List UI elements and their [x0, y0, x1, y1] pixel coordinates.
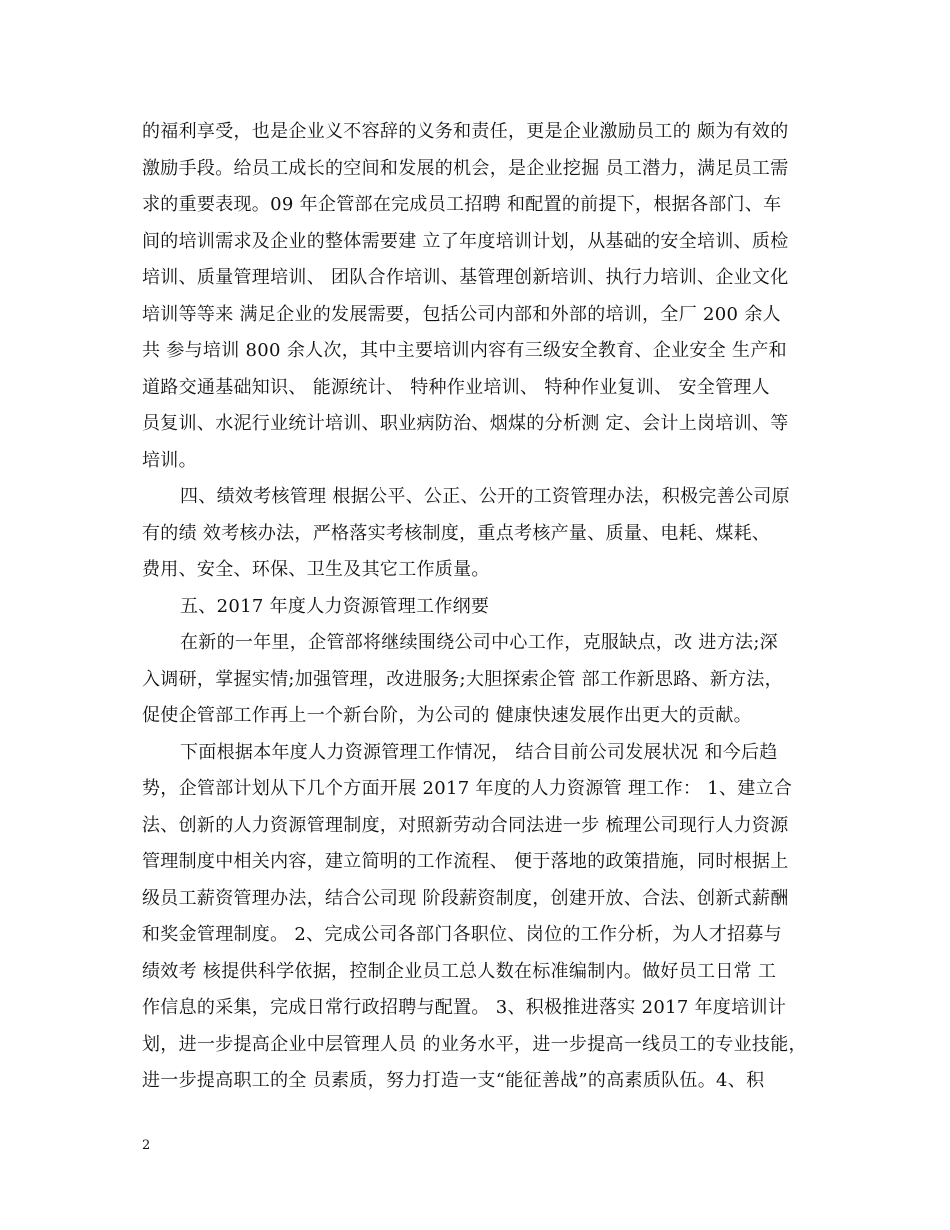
text-line: 作信息的采集，完成日常行政招聘与配置。 3、积极推进落实 2017 年度培训计 [142, 997, 787, 1018]
body-text [142, 114, 822, 1100]
page-number: 2 [142, 1138, 151, 1153]
text-line: 员复训、水泥行业统计培训、职业病防治、烟煤的分析测 定、会计上岗培训、等 [142, 413, 789, 434]
text-line: 道路交通基础知识、 能源统计、 特种作业培训、 特种作业复训、 安全管理人 [142, 376, 770, 398]
text-line: 促使企管部工作再上一个新台阶，为公司的 健康快速发展作出更大的贡献。 [142, 705, 752, 726]
section-heading-line: 四、绩效考核管理 根据公平、公正、公开的工资管理办法，积极完善公司原 [180, 486, 790, 507]
text-line: 培训。 [142, 449, 197, 471]
text-line: 级员工薪资管理办法，结合公司现 阶段薪资制度，创建开放、合法、创新式薪酬 [142, 887, 789, 909]
section-heading: 五、2017 年度人力资源管理工作纲要 [180, 595, 490, 617]
text-line: 势，企管部计划从下几个方面开展 2017 年度的人力资源管 理工作： 1、建立合 [142, 778, 793, 799]
text-line: 和奖金管理制度。 2、完成公司各部门各职位、岗位的工作分析，为人才招募与 [142, 924, 782, 945]
paragraph-start-line: 在新的一年里，企管部将继续围绕公司中心工作，克服缺点，改 进方法;深 [180, 632, 778, 653]
text-line: 的福利享受，也是企业义不容辞的义务和责任，更是企业激励员工的 颇为有效的 [142, 121, 789, 142]
text-line: 绩效考 核提供科学依据，控制企业员工总人数在标准编制内。做好员工日常 工 [142, 960, 777, 982]
text-line: 求的重要表现。09 年企管部在完成员工招聘 和配置的前提下，根据各部门、车 [142, 194, 782, 215]
text-line: 有的绩 效考核办法，严格落实考核制度，重点考核产量、质量、电耗、煤耗、 [142, 522, 771, 544]
text-line: 激励手段。给员工成长的空间和发展的机会，是企业挖掘 员工潜力，满足员工需 [142, 157, 789, 179]
text-line: 法、创新的人力资源管理制度，对照新劳动合同法进一步 梳理公司现行人力资源 [142, 814, 789, 836]
paragraph-start-line: 下面根据本年度人力资源管理工作情况， 结合目前公司发展状况 和今后趋 [180, 741, 778, 763]
text-line: 费用、安全、环保、卫生及其它工作质量。 [142, 559, 490, 580]
text-line: 划，进一步提高企业中层管理人员 的业务水平，进一步提高一线员工的专业技能， [142, 1033, 807, 1055]
text-line: 共 参与培训 800 余人次，其中主要培训内容有三级安全教育、企业安全 生产和 [142, 340, 787, 361]
text-line: 进一步提高职工的全 员素质，努力打造一支“能征善战”的高素质队伍。4、积 [142, 1070, 765, 1091]
text-line: 培训等等来 满足企业的发展需要，包括公司内部和外部的培训，全厂 200 余人 [142, 303, 781, 325]
text-line: 管理制度中相关内容，建立简明的工作流程、 便于落地的政策措施，同时根据上 [142, 851, 789, 872]
text-line: 入调研，掌握实情;加强管理，改进服务;大胆探索企管 部工作新思路、新方法， [142, 668, 783, 690]
text-line: 间的培训需求及企业的整体需要建 立了年度培训计划，从基础的安全培训、质检 [142, 230, 789, 252]
text-line: 培训、质量管理培训、 团队合作培训、基管理创新培训、执行力培训、企业文化 [142, 267, 789, 288]
